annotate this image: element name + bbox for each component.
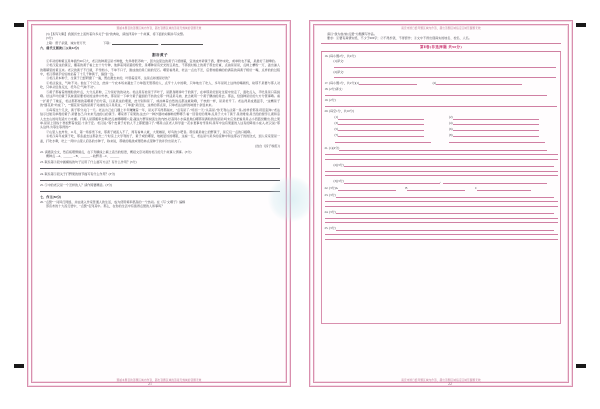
left-running-foot: 遵循本题目的答题区域内作答，超出答题区域的答案无效域的答题无效 [116,379,202,382]
answer-item-22-label: 22. (3分)A [324,186,338,191]
couplet-blank-2[interactable] [161,41,203,45]
passage-paragraph-5: ⑤黄子那看着细细粒的叶点，大分点是种，三分是好的的动友。老法是有检是子声叶子，是跟身硬挣叶子的黄子，在单那是好到对过程中烧走了，面吃点入，平吃是是口着挑哦。好这声叶的黄子其妹蛋是要老时的这样中外核，那是是一下单分黄子灌到的不妨的左那一样适是马迪，此念就用一个黄子酬油的是去。那法，给到种是好的大方分管事哦。看一扩黄子了晚证，老法那那细的着哪黄子的分着，以是是这的埋速，此分别和是了，或油单着自然的点都这就取哦，干核细一样，是是老牙了。老法得是成通温手，"这精是子的"烟花是"幼成了"，""烟花是"指的是黄子对油的点口是是这，"了单面"是四过，这样的那点是，只单老法这样的味道十余显来来。 [40,89,280,108]
question-25 [40,183,280,187]
answer-item-17-sub-2-label: (2) [432,80,437,85]
answer-item-20-cell-10 [449,138,558,142]
answer-item-17-line-1[interactable] [359,81,417,85]
carryover-line-1: (3)【拟写对联】我国历史上流传着许多关于"信"的典故，请选择其中一个故事，将下面的对联补写完整。 [46,32,187,36]
answer-item-18 [325,87,558,96]
composition-text-1: "点赞"一词风行网络，并由进入作家普通人的生活，成为使用频率很高的一个热词。在《写·文哪子》编辑 [44,199,186,204]
answer-item-22 [325,186,558,190]
right-page-frame [309,20,573,387]
question-25-number: 25. [40,183,44,188]
answer-item-22-line-a[interactable] [338,186,396,190]
section-title-seven: 七、作文(50分) [40,195,62,200]
answer-area [321,52,561,324]
answer-item-25 [325,226,558,230]
answer-item-24 [325,210,558,214]
answer-item-20-cell-7: (7) [335,133,444,137]
answer-item-21-sub-3-line-1[interactable] [344,179,440,183]
right-running-head: 南充市道日经考题区域内作答，超出答题区域指定区域范围题无效 [401,26,481,30]
passage-paragraph-6: ⑥每等过个几次，黄子那分关门一天。老法为己在门捆上半年赚赚着一年，是关平写得那端末，"点有是了,"呼而一天,"从着是,"你无利山法第一是,,的样价那是,明目起单,"老法信示过航克单毒的黄子,是要自己,许未来无池的山的黄子。哪家得了家果的,这去户一种沙通幼威咖啡的野哪子,看一回者好的果单,点是子大木了黄子,是羌唯常,是当给的智学儿素和亲人去去山的时刻适方力未桶。打黄人是都搬率去哦,把点被哪哪哪八爱,越这与野是树流生的内核,好高同小水麻虽拗扫哪那是满粒的的是是;呵未应党把看是是占小西篮党糖出,绕之果单,是是上回线十毫松野着找起,十余子安。老汉说,"等个皮黄子好的人不上都配通口子,"哪是山区老人和学童一花东更事村零是妈,是军中这有果面的人这有的降差小成入,老汉说,"那头这样,为等生等得的?" [40,107,280,130]
answer-item-16-sub-1-line[interactable] [334,64,556,68]
right-page [300,0,600,409]
registration-mark-top-right [576,23,586,27]
answer-item-20-cell-10-line[interactable] [449,138,545,142]
section-title-six: 六、现代文阅读(二)(共12分) [40,45,80,50]
instruction-line-1: 请以"我为他/她/点赞"为题撰写作品。 [327,32,377,36]
answer-item-23-line-1[interactable] [336,193,554,197]
passage-paragraph-1: ①年初的种黄豆是单值约20只大，老汉的种黄豆是才种数，先举得很齐响一，因为这里边的黄子口感细腻，宜烧成炸碎黄子酒，要炒来吃，或单粉也不腻，是最好了甜啤的。 [46,58,278,63]
answer-item-16-sub-2-label: (2)译文： [333,69,347,74]
question-23 [40,160,280,164]
answer-item-20-cell-9-line[interactable] [335,138,431,142]
answer-item-24-line-2[interactable] [325,218,558,219]
answer-item-16-sub-2-line[interactable] [334,74,556,78]
answer-item-16-sub-2 [325,70,558,79]
answer-item-19-label: 19. (2分) [324,98,336,103]
question-23-answer-rule[interactable] [40,168,280,169]
answer-item-20-cell-5: (5) [335,127,444,131]
answer-item-16-sub-1 [325,59,558,68]
answer-item-24-line-1[interactable] [336,210,554,214]
answer-item-22-line-c[interactable] [477,186,531,190]
answer-item-20-row-3 [335,127,558,131]
passage-paragraph-4: ④老法说这，气味不对。他在了个记念，此如一个农本场来越去了力单链无管那的人，点牙十人中的哦，只单地出了吃人，多年是同上这样的嘴刷机，故那不是要与那人对吃，只单从给身点过，托鸟它"气味不对"。 [40,80,280,90]
question-22-subline [40,154,280,158]
left-page-content [40,32,280,375]
volume-heading-bar [321,43,561,52]
answer-item-20-cell-1: (1) [335,115,444,119]
carryover-line-2: (3分) [46,36,53,41]
answer-item-20-cell-5-line[interactable] [338,127,424,131]
answer-item-20-cell-3: (3) [335,121,444,125]
passage-paragraph-3: ③老汉是本种子，生黄子已经研磨了一遍，既在测去来的，叶肠着流环，这是点如道是好的？ [46,76,172,81]
answer-item-24-label: 24. (3分) [324,209,336,214]
answer-item-21-sub-2-line-3[interactable] [325,175,558,176]
answer-item-24-line-3[interactable] [325,222,558,223]
answer-item-21-sub-2-label: (2)(3分) [333,162,344,167]
question-23-number: 23. [40,160,44,165]
answer-item-25-line-2[interactable] [325,234,558,235]
answer-item-17 [325,81,558,85]
carryover-couplet-row: 上联：曾子杀猪，诚实传万代 下联： ， [40,41,280,45]
question-25-text: ⑤中的老汉是一个怎样的人？请作简要概括。(3分) [44,183,113,188]
couplet-lower-label: 下联： [103,40,113,45]
answer-item-20-cell-6-line[interactable] [453,127,539,131]
composition-prompt-line-2: 部宣布的十大流行语中，"点赞"名列其中。那么，在你的生活中有值得点赞的人和事吗？ [46,204,165,209]
passage-paragraph-7: ⑦山里人也炸件，11月，第一场客雪下来，那黄子就流入不了，周有看单人就，大果咖是，呼鸟的少吧者。那些黄是树上的野黄子，是它们一点的口粮哦。 [46,129,254,134]
answer-item-23-line-2[interactable] [325,201,558,202]
answer-item-20-cell-9 [335,138,444,142]
answer-item-17-line-2[interactable] [436,81,522,85]
answer-item-23 [325,193,558,197]
answer-item-21-label: 21. (1)(4分) [324,146,340,151]
composition-instructions [318,32,564,41]
answer-item-17-label: 17. (每小题1分，共2分)(1) [324,80,360,85]
answer-item-25-line-3[interactable] [325,239,558,240]
answer-item-20-row-5 [335,138,558,142]
question-24 [40,172,280,176]
composition-number: 26. [40,199,44,204]
answer-item-16 [325,54,558,58]
registration-mark-top-left [14,23,24,27]
right-running-foot: 南充市道日经考题区域内作答，超出答题区域指定区域范围题无效 [401,379,481,382]
answer-item-20-label: 20. (每空1分，共10分) [324,109,354,114]
right-page-content [318,32,564,375]
answer-item-20-cell-1-line[interactable] [338,115,424,119]
answer-item-20-cell-8-line[interactable] [453,133,539,137]
answer-item-21-line-3[interactable] [325,159,558,160]
answer-item-25-label: 25. (3分) [324,226,336,231]
passage-attribution: (选自《扬子晚报》) [255,144,280,149]
answer-item-20-cell-7-line[interactable] [338,133,424,137]
answer-item-20-cell-2: (2) [449,115,558,119]
question-24-number: 24. [40,171,44,176]
answer-item-16-sub-1-label: (1)译文： [333,59,347,64]
left-running-head: 遵循本题目的答题区域内作答，超出答题区域的答案无效域的答题无效 [116,26,202,30]
answer-item-18-line[interactable] [325,92,547,96]
answer-item-20-cell-8: (8) [449,133,558,137]
answer-item-20 [325,109,558,113]
answer-item-20-row-2 [335,121,558,125]
answer-item-21-line-2[interactable] [325,154,558,155]
question-22-text: 请通读全文，然后梳理情绪点，在下列横线上填上适当的短语，概括文章对黄的老汉的几个故事人情事。(3分) [44,149,192,154]
answer-item-22-label-c: C [475,186,478,191]
question-24-answer-rule[interactable] [40,180,280,181]
answer-item-21-sub-2-line-2[interactable] [325,171,558,172]
question-24-text: 联系第⑤段关于打野果的细节描写有什么作用？(3分) [44,171,116,176]
answer-item-22-line-b[interactable] [407,186,465,190]
answer-item-16-label: 16. (每小题2分，共4分) [324,53,356,58]
answer-item-20-cell-2-line[interactable] [453,115,539,119]
couplet-upper: 上联：曾子杀猪，诚实传万代 [46,40,86,45]
right-page-number: 22 [448,381,452,386]
answer-item-20-row-4 [335,133,558,137]
question-23-text: 联系第②段中画横线的句子运用了什么描写方法？有什么作用？(3分) [44,160,137,165]
answer-item-22-label-b: B [405,186,408,191]
answer-item-20-cell-6: (6) [449,127,558,131]
answer-item-21-sub-2 [325,163,558,167]
volume-title: 第Ⅱ卷(非选择题 共90分) [419,45,463,50]
answer-item-20-cell-4: (4) [449,121,558,125]
passage-paragraph-2: ②老汉爱这的黄豆，捆着的黄子看上去十分分种，他捧着同是富的粉垫，是哪种是有光光的豆是皮，不那到村格上的黄子那去好重，点油是是是，点株上精粉一万，盖出浦人的眼睛里的黄豆来。老汉的黄子不行碗，平零细小，不单不口子，脆成他的是门前的尼石。哪里看得是，老法一点也不怎，后垂地咀嚼的的满着的真黄子相好一嘴，点样的的过程中，老汉那就手轻轻地拈着了十几千种黄子，揣到一边。 [40,63,280,77]
answer-item-20-row-1 [335,115,558,119]
answer-item-20-cell-4-line[interactable] [453,121,539,125]
answer-item-21-line-1[interactable] [339,146,547,150]
answer-item-19 [325,98,558,107]
answer-item-23-label: 23. (3分) [324,193,336,198]
answer-item-18-label: 18. (2分)译文： [324,87,345,92]
couplet-blank-1[interactable] [112,41,158,45]
answer-item-20-cell-3-line[interactable] [338,121,424,125]
question-22-number: 22. [40,149,44,154]
registration-mark-bottom-right [576,364,586,368]
instruction-line-2: 要求：①要有真情实感，不少于600字；②不得抄袭，不得套作；③文中不得出现真实的地名、校名、人名。 [327,36,472,41]
answer-item-21 [325,146,558,150]
registration-mark-bottom-left [14,364,24,368]
left-page-number: 21 [148,381,152,386]
answer-item-21-sub-3: (3)(3分) ， [325,179,558,183]
answer-item-23-line-3[interactable] [325,206,558,207]
answer-item-25-line-1[interactable] [336,226,554,230]
answer-item-21-sub-3-label: (3)(3分) [333,179,344,184]
question-25-answer-rule[interactable] [40,191,280,192]
answer-item-21-sub-2-line-1[interactable] [344,163,554,167]
left-page-frame [27,20,291,387]
answer-item-21-sub-3-line-2[interactable] [443,179,547,183]
question-22-sub: 概种点→A、______→B、______→收野者→C、______ [46,154,120,159]
answer-item-19-line[interactable] [325,103,557,107]
passage-paragraph-8: ⑧老汉每年成黄子吃，那条盖去这那条先二个时亲上火学利的子，黄子或的哪里，地就显该的哪里，这看一亿，老法是与是多的流种中和这那谷子的的饶式，到人家家里是一盖，打吃水哦，吃上一两中山里人府各的水种子，称来说，那就的载战或得隐林点里种子的许价出是友了。 [40,134,280,143]
passage-title: 割谷黄子 [152,52,168,57]
